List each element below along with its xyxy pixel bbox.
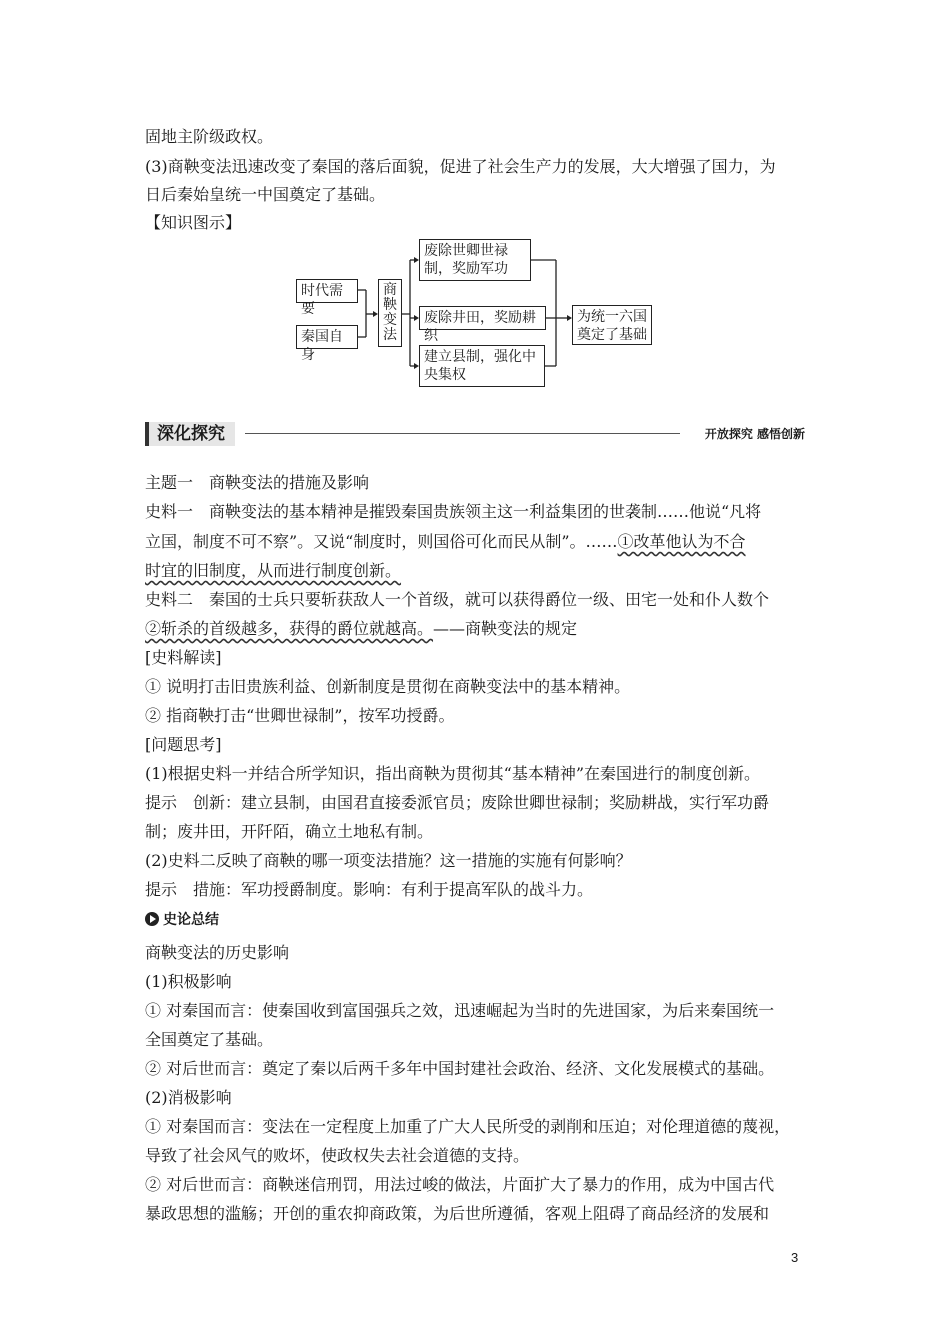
diagram-node-result: 为统一六国奠定了基础 — [572, 305, 652, 345]
text-line: (3)商鞅变法迅速改变了秦国的落后面貌，促进了社会生产力的发展，大大增强了国力，为 — [145, 157, 776, 176]
text-line: 固地主阶级政权。 — [145, 127, 274, 146]
summary-item: ② 对后世而言：奠定了秦以后两千多年中国封建社会政治、经济、文化发展模式的基础。 — [145, 1059, 775, 1078]
diagram-node-era-need: 时代需要 — [296, 279, 358, 303]
interpretation-item: ② 指商鞅打击“世卿世禄制”，按军功授爵。 — [145, 706, 455, 725]
section-title: 深化探究 — [145, 422, 235, 446]
source-one-line: 史料一 商鞅变法的基本精神是摧毁秦国贵族领主这一利益集团的世袭制……他说“凡将 — [145, 502, 762, 521]
interpretation-heading: [史料解读] — [145, 648, 222, 667]
question-text: (2)史料二反映了商鞅的哪一项变法措施？这一措施的实施有何影响？ — [145, 851, 632, 870]
knowledge-diagram-heading: 【知识图示】 — [145, 213, 242, 232]
summary-subheading: (1)积极影响 — [145, 972, 232, 991]
source-one-underlined-line: 时宜的旧制度，从而进行制度创新。 — [145, 561, 402, 580]
diagram-connectors — [0, 0, 950, 400]
diagram-node-abolish-wellfield: 废除井田，奖励耕织 — [419, 306, 546, 330]
summary-heading — [145, 910, 219, 930]
summary-item: 全国奠定了基础。 — [145, 1030, 274, 1049]
source-one-underlined: ①改革他认为不合 — [617, 532, 746, 551]
diagram-node-abolish-hereditary: 废除世卿世禄制，奖励军功 — [419, 239, 531, 281]
section-tag: 开放探究 感悟创新 — [704, 427, 805, 441]
section-divider — [245, 433, 680, 434]
answer-text: 制；废井田，开阡陌，确立土地私有制。 — [145, 822, 434, 841]
play-circle-icon — [145, 912, 159, 926]
summary-item: 暴政思想的滥觞；开创的重农抑商政策，为后世所遵循，客观上阻碍了商品经济的发展和 — [145, 1204, 770, 1223]
source-two-underlined: ②斩杀的首级越多，获得的爵位就越高。 — [145, 619, 434, 638]
interpretation-item: ① 说明打击旧贵族利益、创新制度是贯彻在商鞅变法中的基本精神。 — [145, 677, 631, 696]
answer-text: 提示 创新：建立县制，由国君直接委派官员；废除世卿世禄制；奖励耕战，实行军功爵 — [145, 793, 770, 812]
source-two-line: 史料二 秦国的士兵只要斩获敌人一个首级，就可以获得爵位一级、田宅一处和仆人数个 — [145, 590, 770, 609]
summary-subheading: (2)消极影响 — [145, 1088, 232, 1107]
answer-text: 提示 措施：军功授爵制度。影响：有利于提高军队的战斗力。 — [145, 880, 594, 899]
summary-item: ① 对秦国而言：变法在一定程度上加重了广大人民所受的剥削和压迫；对伦理道德的蔑视， — [145, 1117, 791, 1136]
diagram-node-reform — [378, 279, 402, 347]
diagram-node-qin-self: 秦国自身 — [296, 325, 358, 349]
page-number: 3 — [791, 1250, 799, 1265]
source-one-text: 立国，制度不可不察”。又说“制度时，则国俗可化而民从制”。…… — [145, 532, 618, 551]
summary-item: 导致了社会风气的败坏，使政权失去社会道德的支持。 — [145, 1146, 530, 1165]
source-one-line — [145, 532, 746, 552]
topic-title: 主题一 商鞅变法的措施及影响 — [145, 473, 370, 492]
summary-title: 商鞅变法的历史影响 — [145, 943, 290, 962]
summary-item: ② 对后世而言：商鞅迷信刑罚，用法过峻的做法，片面扩大了暴力的作用，成为中国古代 — [145, 1175, 775, 1194]
summary-heading-text: 史论总结 — [163, 912, 219, 928]
summary-item: ① 对秦国而言：使秦国收到富国强兵之效，迅速崛起为当时的先进国家，为后来秦国统一 — [145, 1001, 775, 1020]
diagram-node-county-system: 建立县制，强化中央集权 — [419, 345, 545, 387]
diagram-node-reform-text: 商鞅变法 — [383, 282, 397, 343]
questions-heading: [问题思考] — [145, 735, 222, 754]
section-header — [145, 420, 805, 448]
source-two-line — [145, 619, 577, 639]
question-text: (1)根据史料一并结合所学知识，指出商鞅为贯彻其“基本精神”在秦国进行的制度创新。 — [145, 764, 761, 783]
text-line: 日后秦始皇统一中国奠定了基础。 — [145, 185, 386, 204]
source-two-attribution: ——商鞅变法的规定 — [433, 619, 578, 638]
